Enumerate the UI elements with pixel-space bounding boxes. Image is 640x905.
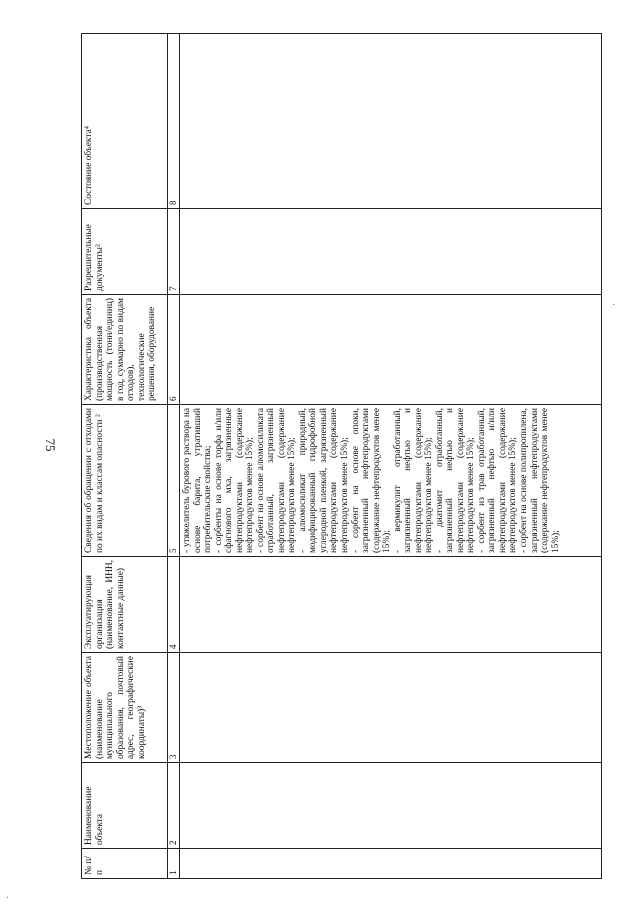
page-number: 75 — [43, 438, 58, 452]
column-number: 3 — [168, 653, 180, 763]
list-item: - сорбент на основе полипропилена, загрязненный нефтепродуктами (содержание нефтепродуктов менее 15%); — [519, 408, 561, 553]
column-number-row — [168, 34, 180, 879]
column-number: 2 — [168, 763, 180, 849]
header-cell: Эксплуатирующая организация (наименование, ИНН, контактные данные) — [82, 557, 168, 653]
list-item: - сорбент на основе алюмосиликата отработанный, загрязненный нефтепродуктами (содержание нефтепродуктов менее 15%); — [255, 408, 298, 553]
table-row — [180, 34, 602, 879]
cell-index — [180, 849, 602, 879]
cell-status — [180, 34, 602, 209]
cell-object-name — [180, 763, 602, 849]
cell-characteristics — [180, 295, 602, 405]
list-item: - диатомит отработанный, загрязненный нефтью и нефтепродуктами (содержание нефтепродуктов менее 15%); — [434, 408, 477, 553]
header-cell: Местоположение объекта (наименование муниципального образования, почтовый адрес, географические координаты)³ — [82, 653, 168, 763]
column-number: 6 — [168, 295, 180, 405]
column-number: 4 — [168, 557, 180, 653]
list-item: - сорбент из трав отработанный, загрязненный нефтью и/или нефтепродуктами (содержание нефтепродуктов менее 15%); — [476, 408, 519, 553]
cell-operator — [180, 557, 602, 653]
header-cell: Характеристика объекта (производственная мощность (тонн/единиц) в год, суммарно по видам отходов), технологические решения, оборудование — [82, 295, 168, 405]
list-item: - сорбент на основе опоки, загрязненный нефтепродуктами (содержание нефтепродуктов менее 15%); — [350, 408, 393, 553]
header-cell: Сведения об обращении с отходами по их видам и классам опасности ² — [82, 405, 168, 557]
list-item: - сорбенты на основе торфа и/или сфагнового мха, загрязненные нефтепродуктами (содержание нефтепродуктов менее 15%); — [213, 408, 256, 553]
cell-location — [180, 653, 602, 763]
scan-mark: · — [6, 893, 10, 904]
list-item: - вермикулит отработанный, загрязненный нефтью и нефтепродуктами (содержание нефтепродуктов менее 15%); — [392, 408, 435, 553]
column-number: 5 — [168, 405, 180, 557]
header-cell: № п/п — [82, 849, 168, 879]
scan-mark: · — [612, 300, 616, 311]
waste-list — [182, 408, 561, 553]
column-number: 1 — [168, 849, 180, 879]
list-item: - алюмосиликат природный, модифицированный гидрофобной углеродной пленкой, загрязненный нефтепродуктами (содержание нефтепродуктов менее 15%); — [297, 408, 350, 553]
cell-permits — [180, 209, 602, 295]
cell-waste-info — [180, 405, 602, 557]
waste-objects-table — [81, 33, 602, 879]
list-item: - утяжелитель бурового раствора на основе барита, утративший потребительские свойства; — [182, 408, 214, 553]
header-row — [82, 34, 168, 879]
column-number: 7 — [168, 209, 180, 295]
rotated-table-container — [81, 34, 602, 879]
header-cell: Состояние объекта⁴ — [82, 34, 168, 209]
header-cell: Наименование объекта — [82, 763, 168, 849]
header-cell: Разрешительные документы² — [82, 209, 168, 295]
column-number: 8 — [168, 34, 180, 209]
